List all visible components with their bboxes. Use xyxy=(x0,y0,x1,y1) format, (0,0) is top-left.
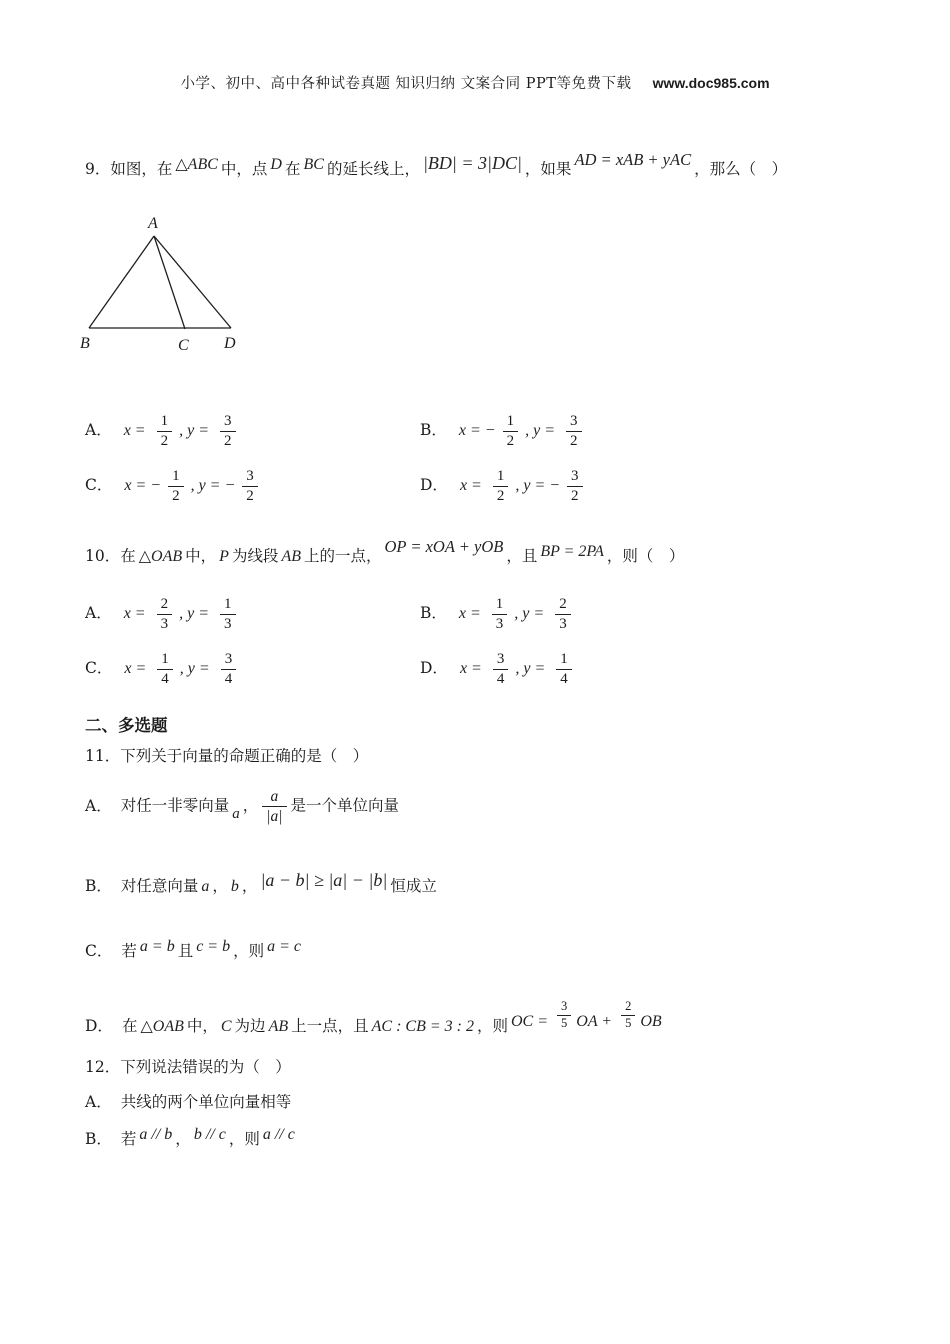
text-run: ，则 xyxy=(233,942,265,960)
math-run: x = xyxy=(458,605,485,622)
text-run: 在 xyxy=(121,1016,138,1035)
section-2-title: 二、多选题 xyxy=(85,716,168,735)
question-9-diagram xyxy=(72,212,252,354)
fraction-numerator: 2 xyxy=(157,596,173,615)
text-run: 中， xyxy=(185,547,217,565)
text-run: 共线的两个单位向量相等 xyxy=(120,1093,292,1111)
math-run: BP = 2PA xyxy=(540,543,604,560)
fraction-denominator: 3 xyxy=(160,615,169,632)
fraction-numerator: 1 xyxy=(492,596,508,615)
text-run: A． xyxy=(85,421,112,439)
text-run: 10．在 xyxy=(85,547,136,565)
fraction-denominator: 2 xyxy=(571,487,579,504)
question-12-option-b xyxy=(85,1126,298,1149)
text-run: D． xyxy=(420,476,448,494)
math-run: x = xyxy=(459,477,486,494)
math-run: , y = xyxy=(179,422,214,439)
fraction xyxy=(157,413,173,449)
fraction xyxy=(221,651,237,687)
text-run: 为线段 xyxy=(231,547,279,565)
question-10-option-c xyxy=(85,651,420,687)
fraction-denominator: 3 xyxy=(559,615,567,632)
question-10-stem xyxy=(85,537,684,566)
question-12-stem xyxy=(85,1055,291,1077)
question-11-stem xyxy=(85,744,368,766)
fraction-denominator: 5 xyxy=(561,1015,568,1030)
math-run: x = xyxy=(124,660,151,677)
text-run: C． xyxy=(85,659,113,677)
text-run: B． xyxy=(420,604,447,622)
math-run: , y = − xyxy=(190,477,236,494)
text-run: 若 xyxy=(121,942,137,960)
fraction-numerator: 1 xyxy=(493,468,509,487)
fraction-numerator: 3 xyxy=(557,1000,571,1016)
math-run: a // b xyxy=(139,1126,173,1143)
fraction-denominator: 2 xyxy=(506,432,515,449)
math-run: x = − xyxy=(124,477,162,494)
fraction xyxy=(556,651,572,687)
math-run: P xyxy=(219,548,229,565)
fraction-denominator: |a| xyxy=(266,808,283,826)
fraction-numerator: 1 xyxy=(157,413,173,432)
fraction-denominator: 3 xyxy=(224,615,232,632)
math-run: △OAB xyxy=(140,1017,184,1035)
fraction-numerator: 3 xyxy=(493,651,509,670)
fraction xyxy=(220,596,236,632)
text-run: D． xyxy=(85,1016,113,1035)
text-run: 若 xyxy=(120,1130,137,1148)
math-run: |BD| = 3|DC| xyxy=(422,153,522,173)
math-run: AC : CB = 3 : 2 xyxy=(371,1017,474,1035)
question-9-options xyxy=(85,413,587,504)
text-run: 11．下列关于向量的命题正确的是（ ） xyxy=(85,747,369,765)
math-run: △ABC xyxy=(175,156,218,173)
question-11-option-c xyxy=(85,938,304,961)
header-slogan-text: 小学、初中、高中各种试卷真题 知识归纳 文案合同 PPT等免费下载 xyxy=(180,76,632,92)
fraction-numerator: 3 xyxy=(221,651,237,670)
text-run: B． xyxy=(420,421,447,439)
math-run: D xyxy=(270,156,282,173)
text-run: 对任一非零向量 xyxy=(120,796,230,815)
triangle-figure xyxy=(72,212,252,354)
math-run: c = b xyxy=(196,938,231,955)
math-run: , y = xyxy=(515,660,550,677)
fraction xyxy=(555,596,571,632)
text-run: 恒成立 xyxy=(390,877,437,895)
question-10-options xyxy=(85,596,576,687)
text-run: ， xyxy=(241,877,258,895)
text-run: A． xyxy=(85,604,112,622)
question-9-stem xyxy=(85,150,787,179)
text-run: B． xyxy=(85,877,112,895)
text-run: 是一个单位向量 xyxy=(290,796,400,815)
fraction-numerator: 3 xyxy=(220,413,236,432)
fraction xyxy=(168,468,184,504)
math-run: , y = xyxy=(525,422,559,439)
question-11-option-d xyxy=(85,1000,665,1036)
math-run: OB xyxy=(640,1012,662,1030)
fraction xyxy=(566,413,582,449)
math-run: BC xyxy=(303,156,324,173)
text-run: 上一点，且 xyxy=(291,1016,369,1035)
math-run: a = c xyxy=(267,938,302,955)
math-run: , y = xyxy=(179,605,214,622)
math-run: x = − xyxy=(458,422,496,439)
vertex-label-c: C xyxy=(178,337,189,354)
fraction xyxy=(220,413,236,449)
text-run: ，且 xyxy=(506,547,538,565)
vertex-label-d: D xyxy=(224,335,236,352)
fraction-denominator: 2 xyxy=(172,487,180,504)
text-run: 为边 xyxy=(234,1016,266,1035)
math-run: x = xyxy=(123,605,150,622)
math-run: OA + xyxy=(576,1012,617,1030)
fraction-numerator: 1 xyxy=(157,651,173,670)
question-9-option-b xyxy=(420,413,587,449)
fraction-denominator: 2 xyxy=(246,487,254,504)
text-run: ， xyxy=(212,877,228,895)
math-run: b xyxy=(230,878,239,895)
question-11-option-b xyxy=(85,870,437,896)
math-run: OP = xOA + yOB xyxy=(384,537,504,556)
fraction-numerator: 3 xyxy=(566,413,582,432)
math-run: b // c xyxy=(193,1126,226,1143)
text-run: ， xyxy=(242,796,259,815)
math-run: x = xyxy=(123,422,150,439)
fraction-numerator: 1 xyxy=(503,413,519,432)
math-run: △OAB xyxy=(138,548,183,565)
fraction-numerator: 1 xyxy=(556,651,572,670)
text-run: 上的一点， xyxy=(304,547,382,565)
fraction xyxy=(157,651,173,687)
math-run: a = b xyxy=(139,938,175,955)
fraction xyxy=(621,1000,635,1031)
question-9-option-c xyxy=(85,468,420,504)
text-run: C． xyxy=(85,476,113,494)
text-run: C． xyxy=(85,942,113,960)
math-run: a xyxy=(201,878,210,895)
fraction-denominator: 2 xyxy=(570,432,578,449)
fraction-numerator: a xyxy=(262,788,286,807)
math-run: x = xyxy=(459,660,486,677)
fraction xyxy=(262,788,286,825)
fraction-denominator: 2 xyxy=(496,487,505,504)
math-run: C xyxy=(220,1017,232,1035)
text-run: ，那么（ ） xyxy=(694,160,788,178)
math-run: , y = xyxy=(179,660,214,677)
text-run: ，则 xyxy=(228,1130,260,1148)
text-run: D． xyxy=(420,659,448,677)
math-run: OC = xyxy=(510,1012,553,1030)
fraction xyxy=(242,468,258,504)
fraction-denominator: 4 xyxy=(496,670,505,687)
fraction xyxy=(492,596,508,632)
fraction-denominator: 4 xyxy=(560,670,568,687)
math-run: AB xyxy=(281,548,301,565)
question-12-option-a xyxy=(85,1090,291,1112)
text-run: 中， xyxy=(186,1016,218,1035)
vertex-label-a: A xyxy=(148,215,158,232)
text-run: B． xyxy=(85,1130,112,1148)
text-run: 12．下列说法错误的为（ ） xyxy=(85,1058,291,1076)
math-run: a xyxy=(232,805,240,822)
math-run: , y = − xyxy=(515,477,561,494)
text-run: 对任意向量 xyxy=(120,877,199,895)
header-site-url: www.doc985.com xyxy=(652,75,770,91)
fraction-numerator: 1 xyxy=(220,596,236,615)
math-run: , y = xyxy=(514,605,549,622)
fraction xyxy=(493,651,509,687)
text-run: ，则（ ） xyxy=(606,547,685,565)
fraction xyxy=(157,596,173,632)
fraction-numerator: 1 xyxy=(168,468,184,487)
page-header xyxy=(0,72,950,93)
fraction xyxy=(567,468,583,504)
triangle-lines xyxy=(89,236,231,329)
question-9-option-a xyxy=(85,413,420,449)
fraction-numerator: 2 xyxy=(555,596,571,615)
fraction-denominator: 3 xyxy=(495,615,504,632)
text-run: 9．如图，在 xyxy=(85,160,173,178)
question-10-option-a xyxy=(85,596,420,632)
fraction xyxy=(503,413,519,449)
text-run: ，则 xyxy=(476,1016,508,1035)
fraction-numerator: 3 xyxy=(242,468,258,487)
question-10-option-d xyxy=(420,651,576,687)
vertex-label-b: B xyxy=(80,335,90,352)
fraction-denominator: 2 xyxy=(224,432,232,449)
fraction-denominator: 2 xyxy=(160,432,169,449)
text-run: 且 xyxy=(177,942,194,960)
fraction-numerator: 2 xyxy=(621,1000,635,1016)
text-run: ， xyxy=(175,1130,191,1148)
question-11-option-a xyxy=(85,788,399,825)
text-run: A． xyxy=(85,796,112,815)
text-run: 的延长线上， xyxy=(326,160,420,178)
question-10-option-b xyxy=(420,596,576,632)
math-run: AD = xAB + yAC xyxy=(574,150,692,169)
text-run: 中，点 xyxy=(220,160,268,178)
fraction-denominator: 5 xyxy=(625,1015,632,1030)
fraction xyxy=(557,1000,571,1031)
text-run: 在 xyxy=(284,160,301,178)
fraction-denominator: 4 xyxy=(224,670,233,687)
text-run: ，如果 xyxy=(524,160,572,178)
fraction-numerator: 3 xyxy=(567,468,583,487)
math-run: |a − b| ≥ |a| − |b| xyxy=(260,870,388,890)
math-run: AB xyxy=(268,1017,289,1035)
math-run: a // c xyxy=(262,1126,295,1143)
question-9-option-d xyxy=(420,468,587,504)
text-run: A． xyxy=(85,1093,112,1111)
fraction xyxy=(493,468,509,504)
fraction-denominator: 4 xyxy=(161,670,169,687)
